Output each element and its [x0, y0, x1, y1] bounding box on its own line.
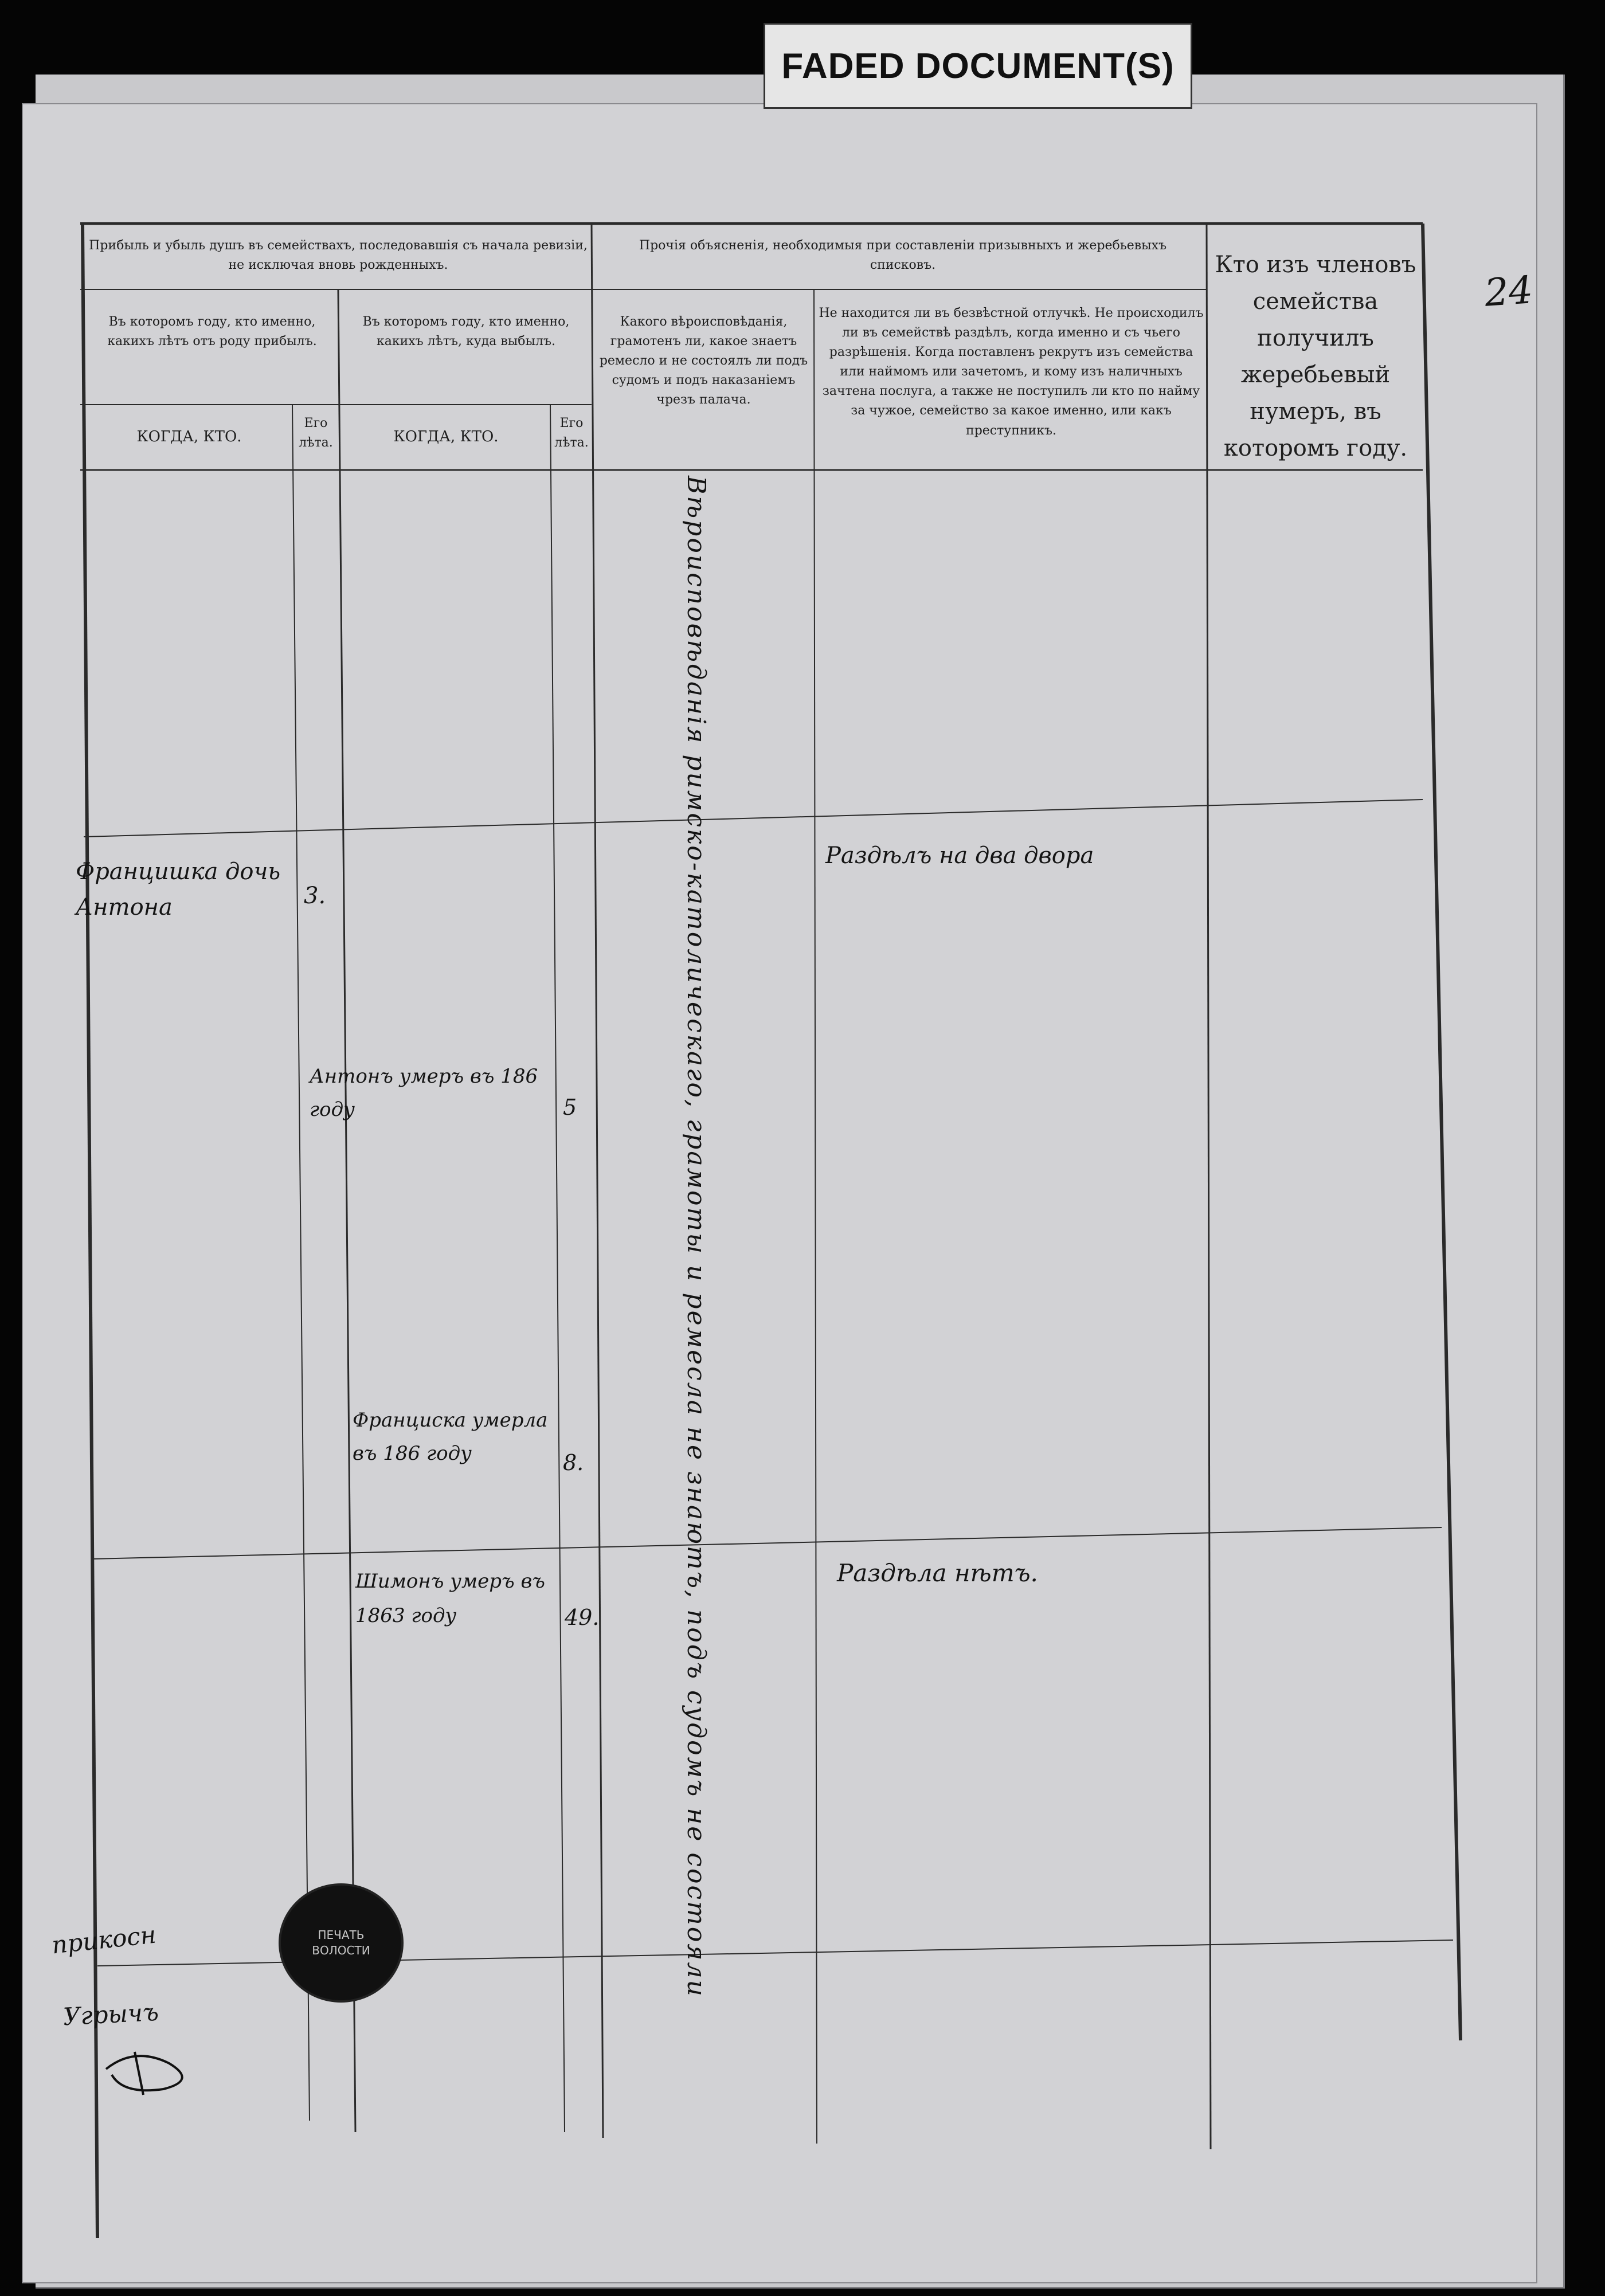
rule-row-1 — [84, 800, 1423, 837]
header-when-who-1: КОГДА, КТО. — [136, 428, 242, 445]
header-age-1: Его лѣта. — [299, 416, 333, 450]
seal-text: ПЕЧАТЬ ВОЛОСТИ — [312, 1928, 370, 1957]
departure-entry-3: Шимонъ умеръ въ 1863 году — [355, 1570, 545, 1627]
rule-col-5 — [1207, 224, 1211, 2149]
division-entry-2: Раздѣла нѣтъ. — [837, 1559, 1038, 1587]
signature-flourish — [100, 2040, 215, 2098]
margin-note-1: прикосн — [50, 1920, 158, 1960]
margin-note-2: Угрычъ — [62, 1997, 159, 2031]
rule-row-2 — [92, 1527, 1442, 1559]
rule-col-age1 — [292, 405, 310, 2121]
header-age-2: Его лѣта. — [554, 416, 589, 450]
rule-right — [1423, 224, 1461, 2040]
departure-entry-1-age: 5 — [563, 1095, 577, 1120]
rule-col-2 — [338, 289, 355, 2132]
religion-entry: Вѣроисповѣданія римско-католическаго, грамоты и ремесла не знаютъ, подъ судомъ не состояли — [682, 476, 711, 1998]
official-seal — [281, 1886, 401, 2000]
banner-text: FADED DOCUMENT(S) — [781, 46, 1175, 86]
header-group-movement: Прибыль и убыль душъ въ семействахъ, последовавшія съ начала ревизіи, не исключая вновь рожденныхъ. — [89, 238, 588, 273]
header-arrivals: Въ которомъ году, кто именно, какихъ лѣтъ отъ роду прибылъ. — [107, 315, 317, 349]
arrival-entry-1-age: 3. — [304, 883, 326, 909]
header-when-who-2: КОГДА, КТО. — [393, 428, 499, 445]
departure-entry-2: Франциска умерла въ 186 году — [353, 1409, 548, 1465]
header-absence: Не находится ли въ безвѣстной отлучкѣ. Не происходилъ ли въ семействѣ раздѣлъ, когда именно и съ чьего разрѣшенія. Когда поставленъ рекрутъ изъ семейства или наймомъ или зачетомъ, и кому изъ наличныхъ зачтена послуга, а также не поступилъ ли кто по найму за чужое, семейство за какое именно, или какъ преступникъ. — [819, 306, 1204, 438]
header-departures: Въ которомъ году, кто именно, какихъ лѣтъ, куда выбылъ. — [362, 315, 570, 349]
header-group-notes: Прочія объясненія, необходимыя при составленіи призывныхъ и жеребьевыхъ списковъ. — [639, 238, 1167, 273]
division-entry-1: Раздѣлъ на два двора — [825, 843, 1094, 869]
header-religion: Какого вѣроисповѣданія, грамотенъ ли, какое знаетъ ремесло и не состоялъ ли подъ судомъ и подъ наказаніемъ чрезъ палача. — [599, 315, 808, 408]
header-lot-number: Кто изъ членовъ семейства получилъ жеребьевый нумеръ, въ которомъ году. — [1215, 252, 1416, 461]
rule-col-3 — [592, 224, 603, 2138]
departure-entry-2-age: 8. — [563, 1450, 584, 1475]
arrival-entry-1: Францишка дочь Антона — [76, 859, 281, 920]
rule-col-4 — [814, 289, 817, 2144]
departure-entry-3-age: 49. — [565, 1605, 600, 1630]
departure-entry-1: Антонъ умеръ въ 186 году — [310, 1065, 538, 1121]
page-number: 24 — [1483, 268, 1534, 315]
rule-col-age2 — [550, 405, 565, 2132]
